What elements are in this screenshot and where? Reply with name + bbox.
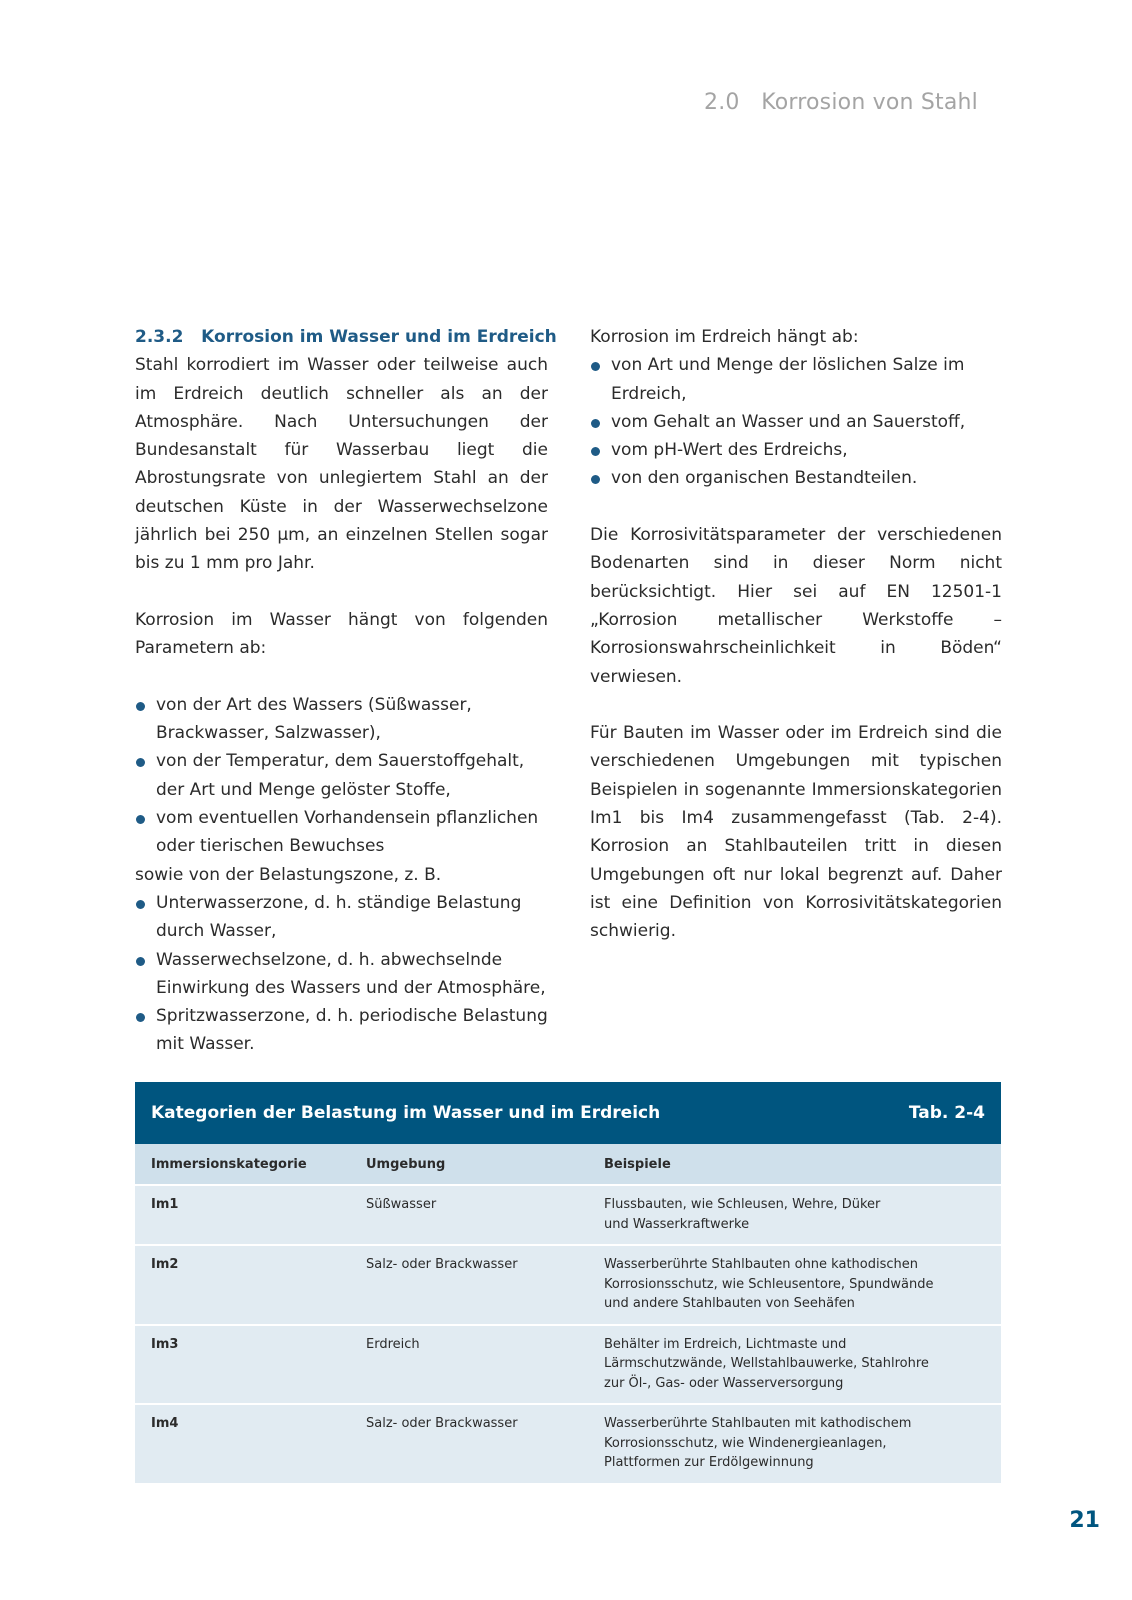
list-item: Spritzwasserzone, d. h. periodische Belastung mit Wasser. [135, 1002, 548, 1059]
table-cell: Süßwasser [366, 1197, 437, 1212]
page-number: 21 [1069, 1508, 1100, 1533]
list-item: von der Temperatur, dem Sauerstoffgehalt, der Art und Menge gelöster Stoffe, [135, 747, 548, 804]
column-header: Beispiele [604, 1156, 671, 1172]
column-header: Immersionskategorie [151, 1156, 307, 1172]
list-item: von den organischen Bestandteilen. [590, 464, 1002, 492]
list-item: Wasserwechselzone, d. h. abwechselnde Einwirkung des Wassers und der Atmosphäre, [135, 946, 548, 1003]
soil-parameter-list [590, 351, 1002, 492]
list-item: vom pH-Wert des Erdreichs, [590, 436, 1002, 464]
list-item: Unterwasserzone, d. h. ständige Belastung durch Wasser, [135, 889, 548, 946]
table-row [135, 1326, 1001, 1406]
soil-intro: Korrosion im Erdreich hängt ab: [590, 327, 859, 347]
table-cell: Salz- oder Brackwasser [366, 1257, 518, 1272]
table-title: Kategorien der Belastung im Wasser und im Erdreich [151, 1103, 661, 1123]
table-row [135, 1186, 1001, 1246]
running-head-chapter: 2.0 Korrosion von Stahl [704, 90, 978, 115]
list-item: vom eventuellen Vorhandensein pflanzlichen oder tierischen Bewuchses [135, 804, 548, 861]
list-item: von der Art des Wassers (Süßwasser, Brackwasser, Salzwasser), [135, 691, 548, 748]
list-item: vom Gehalt an Wasser und an Sauerstoff, [590, 408, 1002, 436]
zone-intro: sowie von der Belastungszone, z. B. [135, 864, 442, 885]
table-cell: Behälter im Erdreich, Lichtmaste und Lärmschutzwände, Wellstahlbauwerke, Stahlrohre zur Öl-, Gas- oder Wasserversorgung [604, 1336, 929, 1391]
table-cell: Im4 [151, 1416, 179, 1431]
table-header [135, 1082, 1001, 1144]
table-ref: Tab. 2-4 [908, 1103, 985, 1123]
intro-paragraph: Stahl korrodiert im Wasser oder teilweise auch im Erdreich deutlich schneller als an der Atmosphäre. Nach Untersuchungen der Bundesanstalt für Wasserbau liegt die Abrostungsrate von unlegiertem Stahl an der deutschen Küste in der Wasserwechselzone jährlich bei 250 µm, an einzelnen Stellen sogar bis zu 1 mm pro Jahr. [135, 355, 548, 574]
table-cell: Im2 [151, 1257, 179, 1272]
table-column-headers [135, 1144, 1001, 1186]
table-cell: Erdreich [366, 1336, 420, 1352]
list-item: von Art und Menge der löslichen Salze im Erdreich, [590, 351, 1002, 408]
table-row [135, 1246, 1001, 1326]
immersion-paragraph: Für Bauten im Wasser oder im Erdreich sind die verschiedenen Umgebungen mit typischen Beispielen in sogenannte Immersionskategorien Im1 bis Im4 zusammengefasst (Tab. 2-4). Korrosion an Stahlbauteilen tritt in diesen Umgebungen oft nur lokal begrenzt auf. Daher ist eine Definition von Korrosivitätskategorien schwierig. [590, 723, 1002, 942]
table-cell: Im1 [151, 1197, 179, 1212]
table-cell: Salz- oder Brackwasser [366, 1416, 518, 1431]
table-cell: Im3 [151, 1336, 179, 1352]
water-intro: Korrosion im Wasser hängt von folgenden Parametern ab: [135, 609, 548, 659]
column-header: Umgebung [366, 1156, 446, 1172]
table-row [135, 1405, 1001, 1483]
table-cell: Flussbauten, wie Schleusen, Wehre, Düker und Wasserkraftwerke [604, 1197, 881, 1232]
left-column [135, 323, 557, 1059]
section-title: 2.3.2 Korrosion im Wasser und im Erdreich [135, 327, 557, 347]
zone-list [135, 889, 548, 1059]
table-cell: Wasserberührte Stahlbauten ohne kathodischen Korrosionsschutz, wie Schleusentore, Spundwände und andere Stahlbauten von Seehäfen [604, 1257, 934, 1311]
water-parameter-list [135, 691, 548, 861]
right-column [590, 323, 1002, 946]
norm-paragraph: Die Korrosivitätsparameter der verschiedenen Bodenarten sind in dieser Norm nicht berücksichtigt. Hier sei auf EN 12501-1 „Korrosion metallischer Werkstoffe – Korrosionswahrscheinlichkeit in Böden“ verwiesen. [590, 525, 1002, 687]
table-cell: Wasserberührte Stahlbauten mit kathodischem Korrosionsschutz, wie Windenergieanlagen, Plattformen zur Erdölgewinnung [604, 1416, 912, 1470]
immersion-category-table [135, 1082, 1001, 1483]
